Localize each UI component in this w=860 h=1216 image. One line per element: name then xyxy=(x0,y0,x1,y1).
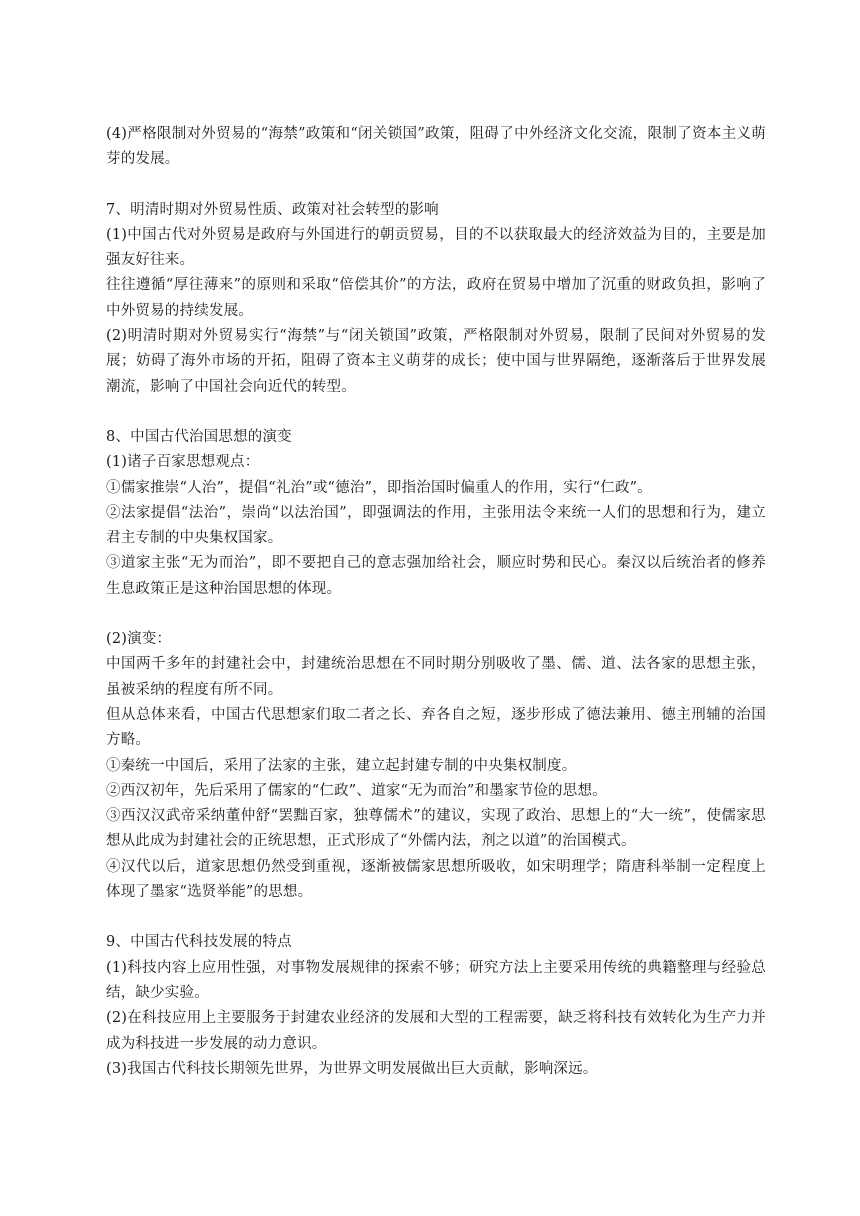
paragraph: 但从总体来看，中国古代思想家们取二者之长、弃各自之短，逐步形成了德法兼用、德主刑辅的治国方略。 xyxy=(106,706,766,749)
paragraph: (2)演变： xyxy=(106,631,172,648)
paragraph: ①秦统一中国后，采用了法家的主张，建立起封建专制的中央集权制度。 xyxy=(106,757,577,774)
paragraph: (2)明清时期对外贸易实行“海禁”与“闭关锁国”政策，严格限制对外贸易，限制了民间对外贸易的发展；妨碍了海外市场的开拓，阻碍了资本主义萌芽的成长；使中国与世界隔绝，逐渐落后于世界发展潮流，影响了中国社会向近代的转型。 xyxy=(106,328,766,395)
section-heading: 8、中国古代治国思想的演变 xyxy=(106,428,292,445)
paragraph: (4)严格限制对外贸易的“海禁”政策和“闭关锁国”政策，阻碍了中外经济文化交流，限制了资本主义萌芽的发展。 xyxy=(106,126,766,168)
paragraph: (1)中国古代对外贸易是政府与外国进行的朝贡贸易，目的不以获取最大的经济效益为目的，主要是加强友好往来。 xyxy=(106,226,766,269)
paragraph: ②西汉初年，先后采用了儒家的“仁政”、道家“无为而治”和墨家节俭的思想。 xyxy=(106,782,607,799)
paragraph: (1)科技内容上应用性强，对事物发展规律的探索不够；研究方法上主要采用传统的典籍整理与经验总结，缺少实验。 xyxy=(106,959,766,1001)
section-gap xyxy=(106,602,766,627)
paragraph: 往往遵循“厚往薄来”的原则和采取“倍偿其价”的方法，政府在贸易中增加了沉重的财政负担，影响了中外贸易的持续发展。 xyxy=(106,277,766,319)
section-8-evolution xyxy=(106,627,766,905)
paragraph: ①儒家推崇“人治”，提倡“礼治”或“德治”，即指治国时偏重人的作用，实行“仁政”。 xyxy=(106,479,652,496)
document-page xyxy=(106,122,766,1082)
paragraph: ③道家主张“无为而治”，即不要把自己的意志强加给社会，顺应时势和民心。秦汉以后统治者的修养生息政策正是这种治国思想的体现。 xyxy=(106,555,766,597)
section-8 xyxy=(106,425,766,602)
section-7 xyxy=(106,198,766,400)
section-gap xyxy=(106,173,766,198)
section-6-tail xyxy=(106,122,766,173)
paragraph: 中国两千多年的封建社会中，封建统治思想在不同时期分别吸收了墨、儒、道、法各家的思想主张，虽被采纳的程度有所不同。 xyxy=(106,656,766,698)
paragraph: ④汉代以后，道家思想仍然受到重视，逐渐被儒家思想所吸收，如宋明理学；隋唐科举制一定程度上体现了墨家“选贤举能”的思想。 xyxy=(106,858,766,901)
section-gap xyxy=(106,905,766,930)
section-9 xyxy=(106,930,766,1082)
paragraph: (3)我国古代科技长期领先世界，为世界文明发展做出巨大贡献，影响深远。 xyxy=(106,1060,598,1077)
section-heading: 9、中国古代科技发展的特点 xyxy=(106,934,292,951)
section-gap xyxy=(106,400,766,425)
paragraph: (2)在科技应用上主要服务于封建农业经济的发展和大型的工程需要，缺乏将科技有效转化为生产力并成为科技进一步发展的动力意识。 xyxy=(106,1010,766,1052)
paragraph: ③西汉汉武帝采纳董仲舒“罢黜百家，独尊儒术”的建议，实现了政治、思想上的“大一统”，使儒家思想从此成为封建社会的正统思想，正式形成了“外儒内法，剂之以道”的治国模式。 xyxy=(106,808,766,850)
section-heading: 7、明清时期对外贸易性质、政策对社会转型的影响 xyxy=(106,201,439,218)
paragraph: ②法家提倡“法治”，崇尚“以法治国”，即强调法的作用，主张用法令来统一人们的思想和行为，建立君主专制的中央集权国家。 xyxy=(106,504,766,547)
paragraph: (1)诸子百家思想观点： xyxy=(106,454,260,471)
